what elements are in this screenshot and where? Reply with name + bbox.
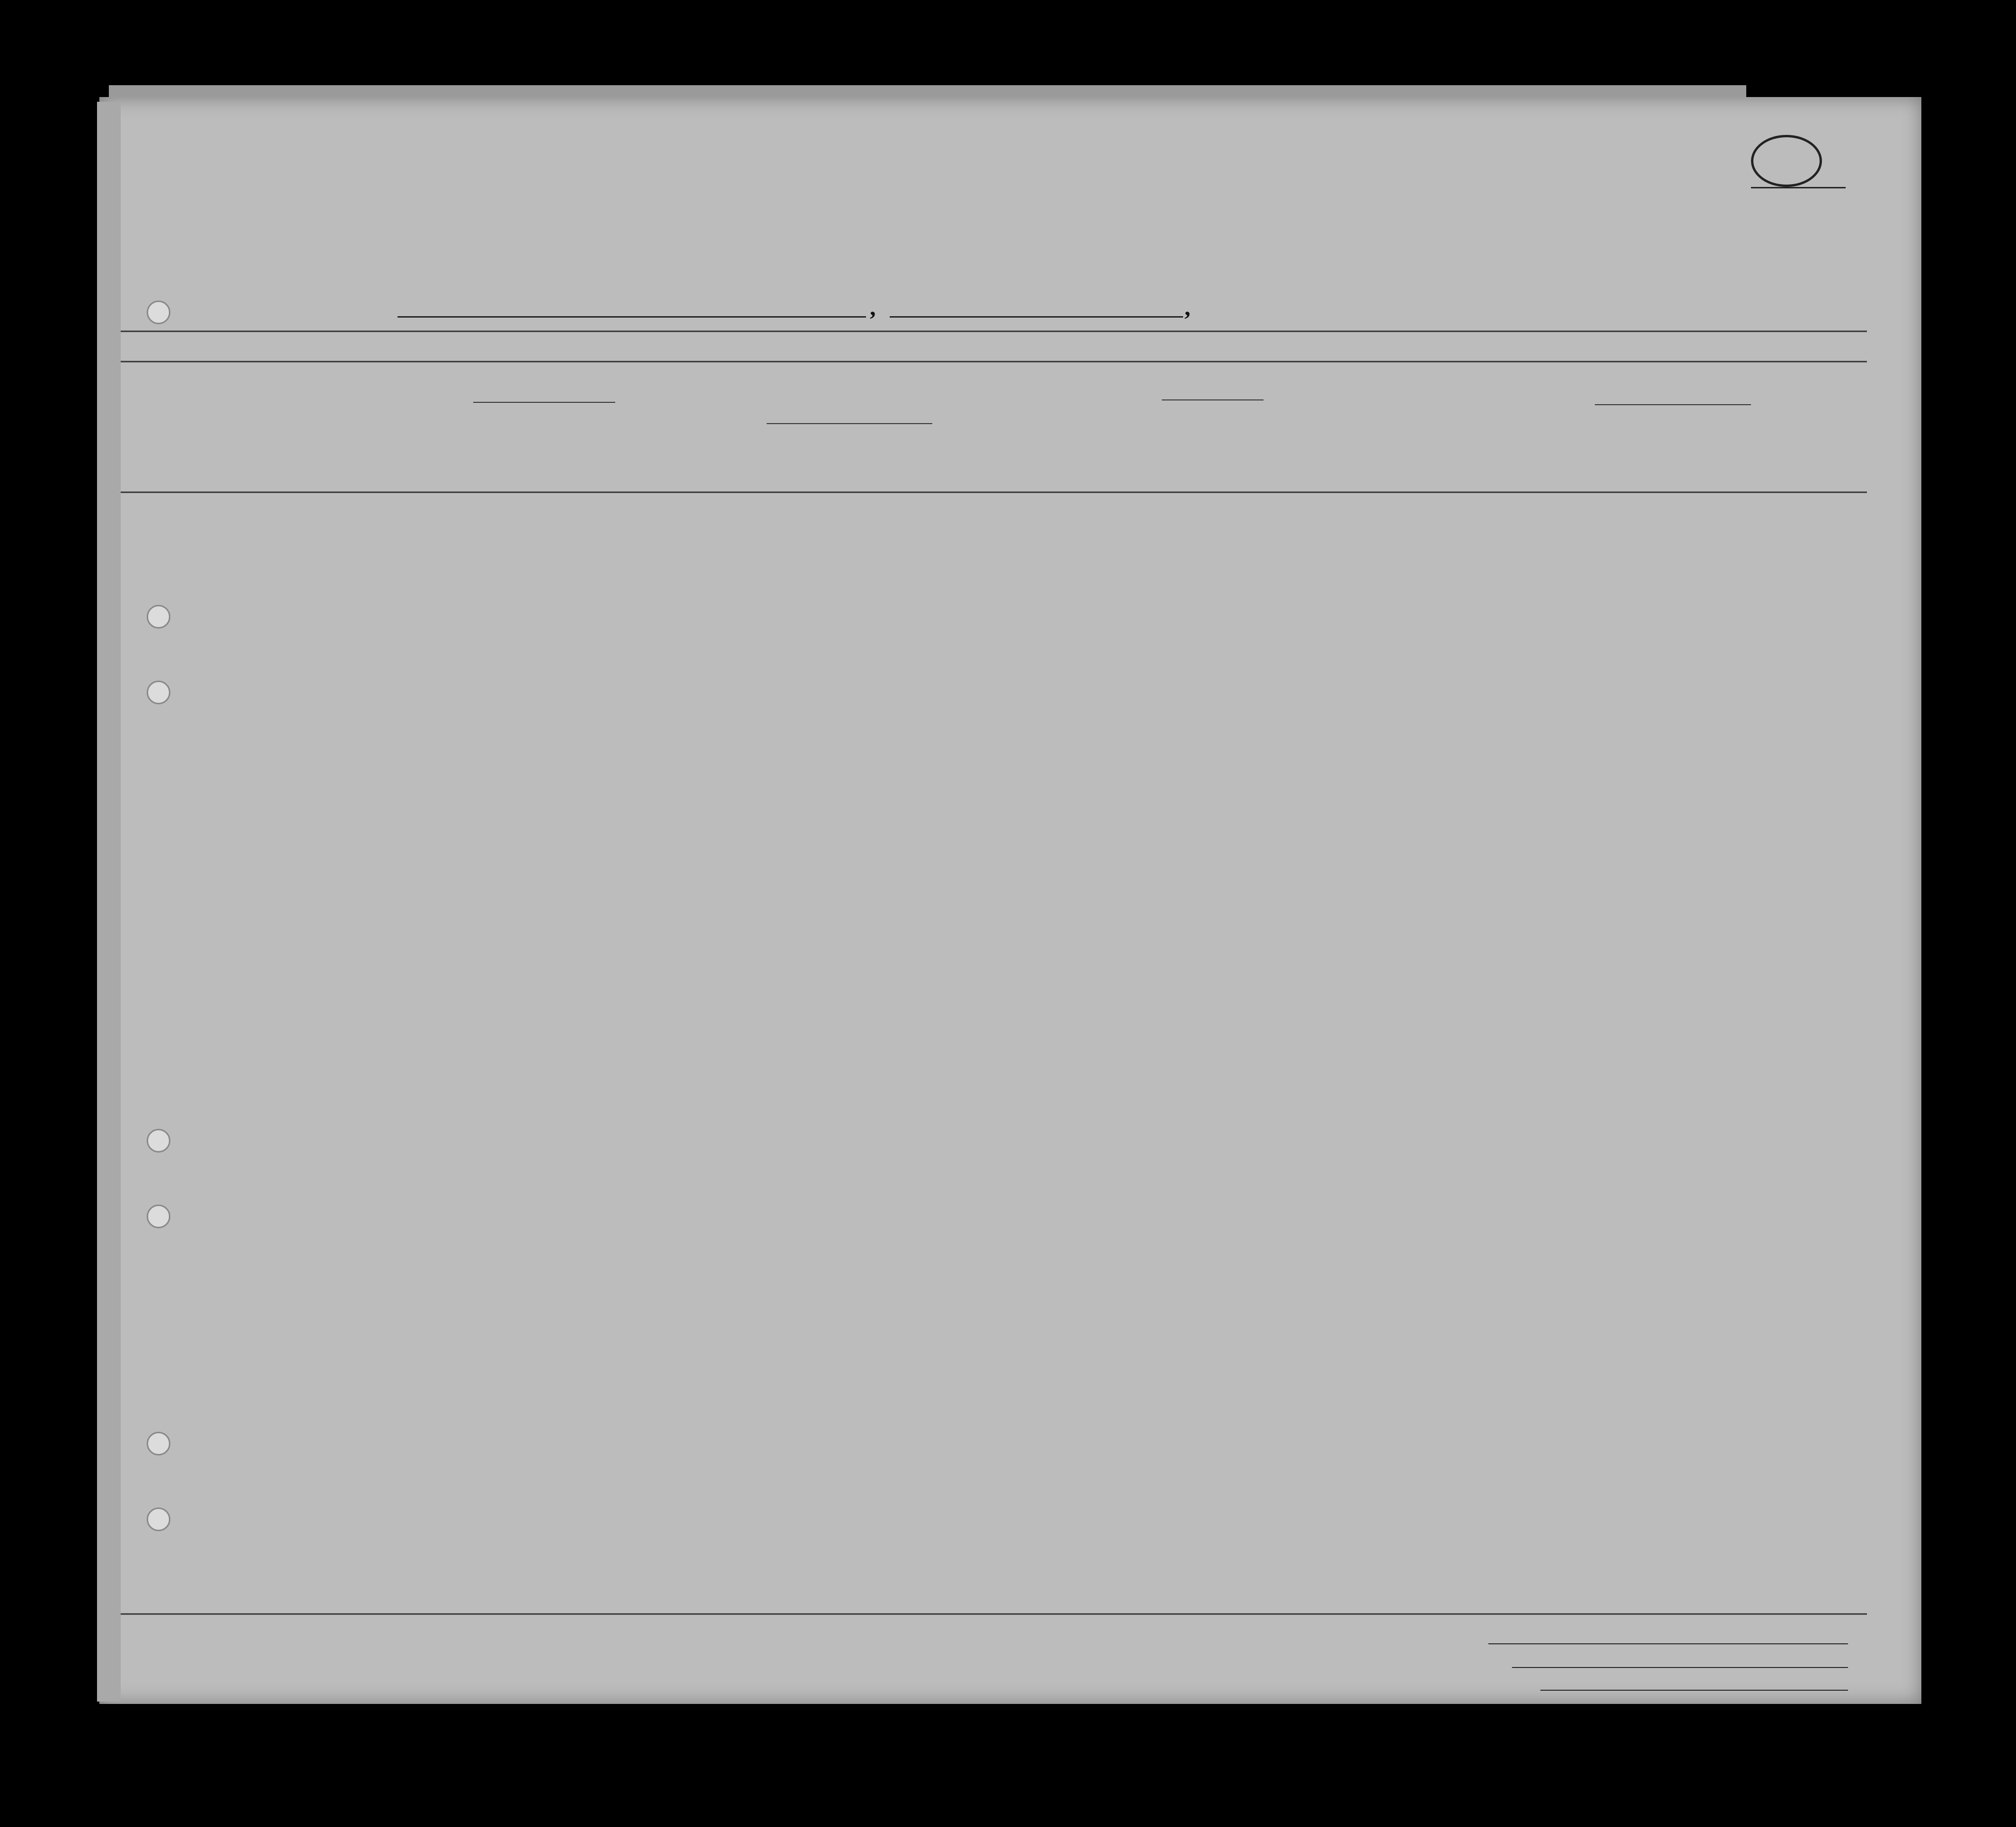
agents-underline <box>1540 1690 1848 1691</box>
header-purpose-citizen <box>1233 402 1261 488</box>
header-inches <box>1621 443 1633 490</box>
header-q28 <box>1351 367 1408 488</box>
header-purpose-return <box>1162 402 1194 488</box>
owners-underline <box>1512 1667 1848 1668</box>
header-q31 <box>1467 367 1484 488</box>
header-ticket <box>618 379 642 488</box>
header-prison <box>1266 367 1299 488</box>
comma: , <box>870 294 876 320</box>
header-q29 <box>1413 367 1442 488</box>
header-anarchist <box>1330 367 1347 488</box>
header-q30 <box>1446 367 1463 488</box>
header-money <box>733 379 761 488</box>
header-purpose-length <box>1197 402 1229 488</box>
header-polygamist <box>1306 367 1323 488</box>
header-feet <box>1597 443 1609 490</box>
comma: , <box>1185 294 1191 320</box>
line-underline <box>1488 1643 1848 1644</box>
